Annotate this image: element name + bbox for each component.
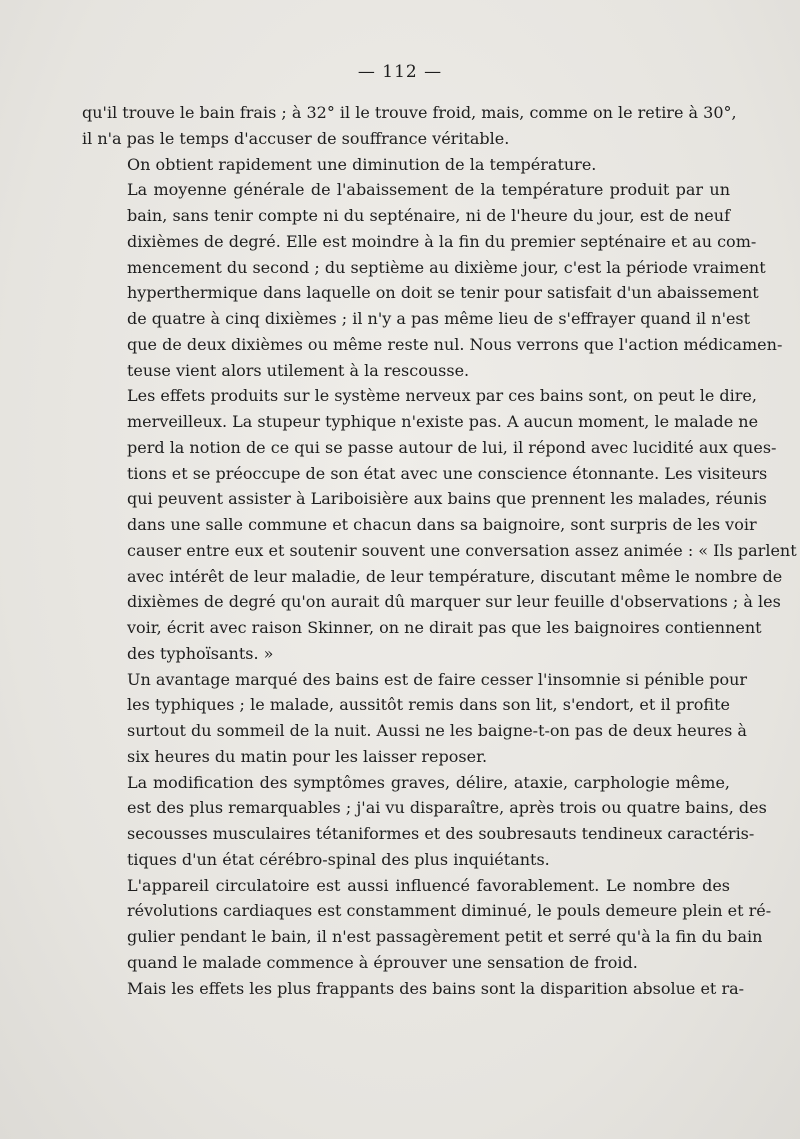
- paragraph: [82, 383, 797, 666]
- text-line: quand le malade commence à éprouver une sensation de froid.: [127, 952, 638, 972]
- text-line: que de deux dixièmes ou même reste nul. Nous verrons que l'action médicamen-: [127, 334, 783, 354]
- text-line: dans une salle commune et chacun dans sa baignoire, sont surpris de les voir: [127, 515, 757, 534]
- text-line: La modification des symptômes graves, délire, ataxie, carphologie même,: [127, 772, 730, 792]
- text-line: teuse vient alors utilement à la rescousse.: [127, 360, 470, 380]
- text-line: hyperthermique dans laquelle on doit se tenir pour satisfait d'un abaissement: [127, 283, 759, 303]
- text-line: révolutions cardiaques est constamment diminué, le pouls demeure plein et ré-: [127, 901, 772, 921]
- paragraph: [82, 976, 745, 1002]
- text-line: L'appareil circulatoire est aussi influencé favorablement. Le nombre des: [127, 875, 730, 895]
- text-line: tiques d'un état cérébro-spinal des plus inquiétants.: [127, 849, 550, 869]
- page-number: — 112 —: [357, 62, 443, 82]
- text-line: gulier pendant le bain, il n'est passagèrement petit et serré qu'à la fin du bain: [127, 927, 763, 946]
- text-line: secousses musculaires tétaniformes et des soubresauts tendineux caractéris-: [127, 824, 755, 843]
- text-line: six heures du matin pour les laisser reposer.: [127, 746, 488, 766]
- paragraph: [82, 770, 767, 873]
- text-line: Mais les effets les plus frappants des bains sont la disparition absolue et ra-: [127, 978, 745, 998]
- text-line: bain, sans tenir compte ni du septénaire, ni de l'heure du jour, est de neuf: [127, 206, 730, 225]
- text-line: merveilleux. La stupeur typhique n'existe pas. A aucun moment, le malade ne: [127, 412, 759, 431]
- text-line: tions et se préoccupe de son état avec une conscience étonnante. Les visiteurs: [127, 463, 768, 483]
- text-line: dixièmes de degré qu'on aurait dû marquer sur leur feuille d'observations ; à les: [127, 592, 781, 612]
- text-line: mencement du second ; du septième au dixième jour, c'est la période vraiment: [127, 257, 766, 277]
- text-line: surtout du sommeil de la nuit. Aussi ne les baigne-t-on pas de deux heures à: [127, 721, 747, 740]
- paragraph: [82, 177, 783, 383]
- paragraph: [82, 152, 730, 178]
- text-line: des typhoïsants. »: [127, 643, 274, 663]
- text-line: voir, écrit avec raison Skinner, on ne dirait pas que les baignoires contiennent: [127, 618, 762, 637]
- text-line: dixièmes de degré. Elle est moindre à la fin du premier septénaire et au com-: [127, 231, 757, 251]
- text-line: est des plus remarquables ; j'ai vu disparaître, après trois ou quatre bains, des: [127, 798, 767, 818]
- paragraph: [82, 667, 748, 770]
- paragraph: [82, 100, 737, 152]
- text-line: qui peuvent assister à Lariboisière aux bains que prennent les malades, réunis: [127, 489, 767, 509]
- text-line: qu'il trouve le bain frais ; à 32° il le trouve froid, mais, comme on le retire à 30°,: [82, 103, 737, 122]
- text-line: causer entre eux et soutenir souvent une conversation assez animée : « Ils parlent: [127, 540, 797, 560]
- text-line: il n'a pas le temps d'accuser de souffrance véritable.: [82, 128, 510, 148]
- paragraph: [82, 873, 772, 976]
- text-line: Un avantage marqué des bains est de faire cesser l'insomnie si pénible pour: [127, 669, 748, 689]
- body-text: [82, 100, 797, 1001]
- text-line: les typhiques ; le malade, aussitôt remis dans son lit, s'endort, et il profite: [127, 695, 730, 715]
- text-line: de quatre à cinq dixièmes ; il n'y a pas même lieu de s'effrayer quand il n'est: [127, 309, 751, 328]
- text-line: On obtient rapidement une diminution de la température.: [127, 154, 597, 174]
- text-line: Les effets produits sur le système nerveux par ces bains sont, on peut le dire,: [127, 386, 757, 406]
- text-line: La moyenne générale de l'abaissement de la température produit par un: [127, 180, 730, 200]
- text-line: perd la notion de ce qui se passe autour de lui, il répond avec lucidité aux ques-: [127, 437, 777, 457]
- text-line: avec intérêt de leur maladie, de leur température, discutant même le nombre de: [127, 566, 783, 586]
